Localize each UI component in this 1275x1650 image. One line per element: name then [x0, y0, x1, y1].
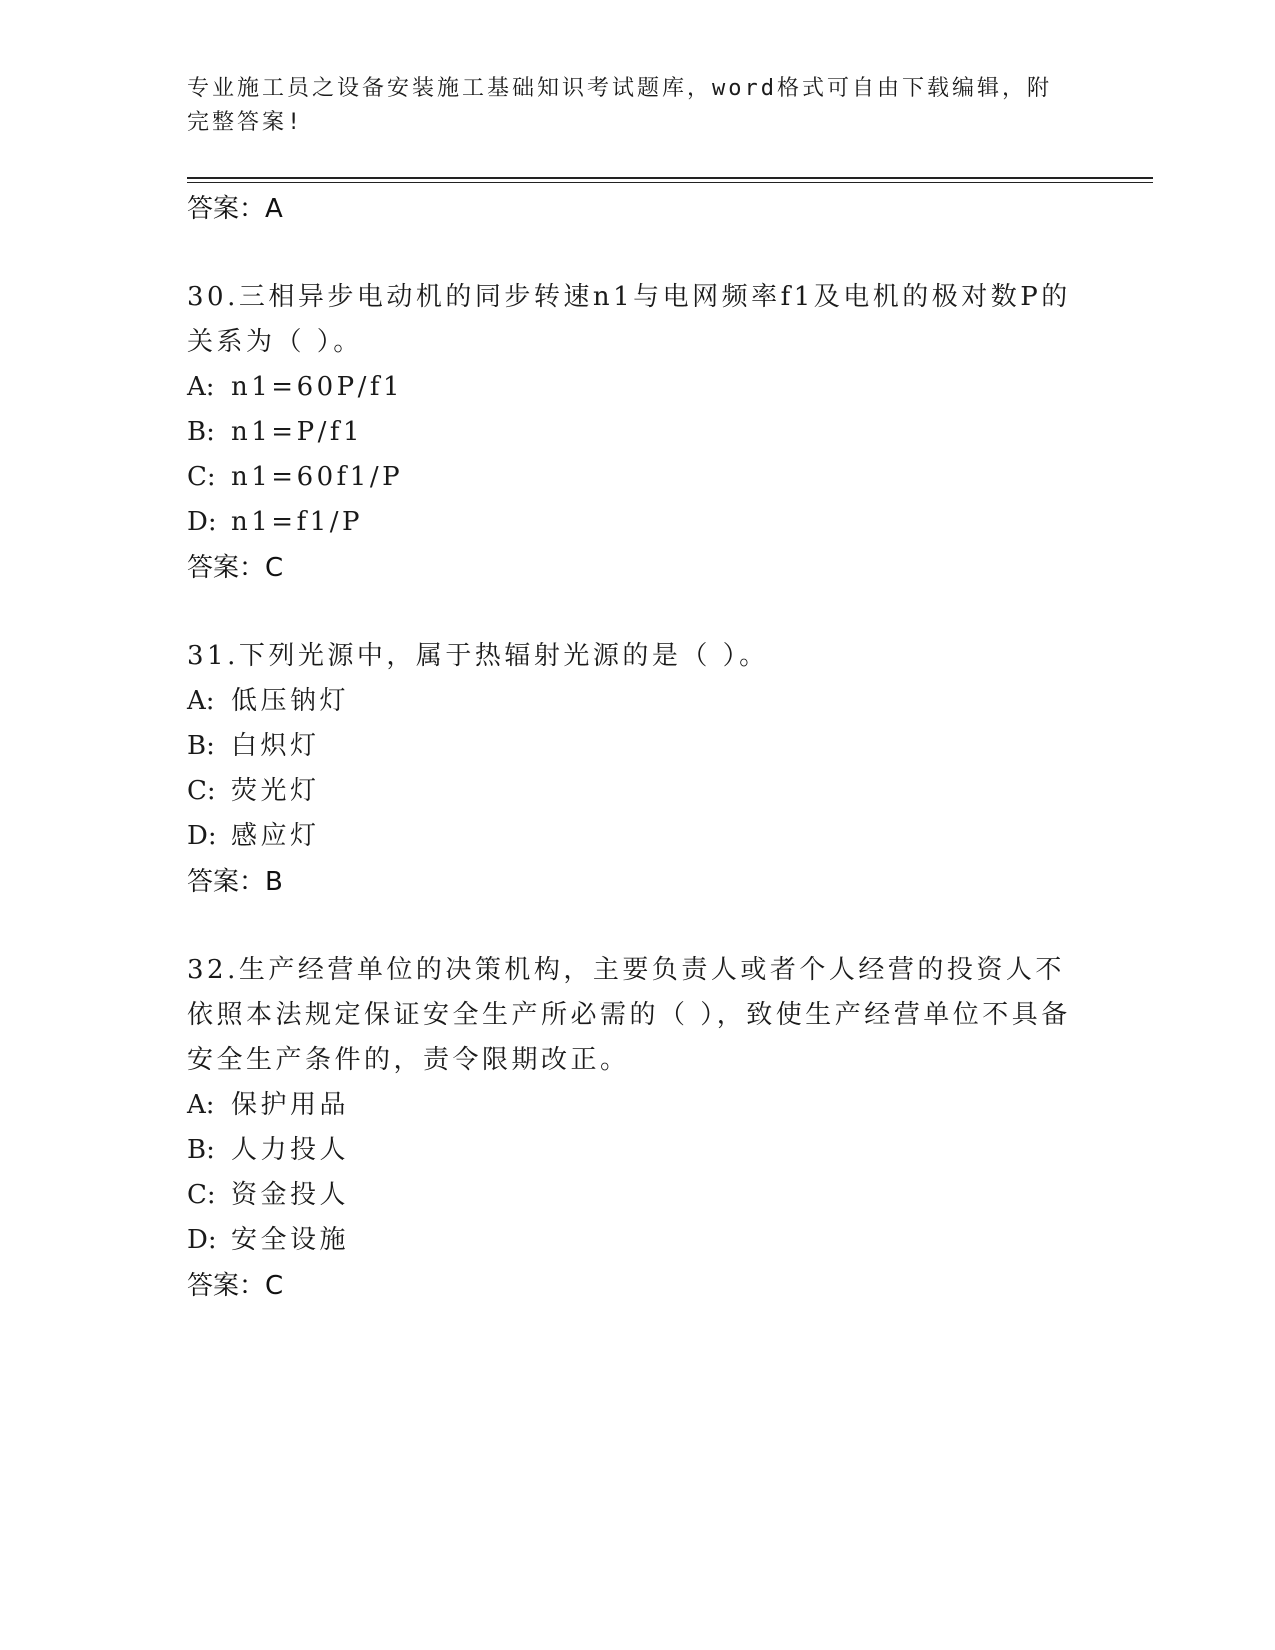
- question-text: 30.三相异步电动机的同步转速n1与电网频率f1及电机的极对数P的关系为（ ）。: [187, 282, 1071, 357]
- option-text: n1=60P/f1: [231, 372, 404, 402]
- option-letter: D:: [187, 821, 217, 851]
- answer-line: 答案：C: [187, 553, 284, 583]
- option-a: [187, 1083, 1087, 1128]
- option-text: 保护用品: [231, 1090, 350, 1120]
- previous-answer: 答案：A: [187, 194, 283, 224]
- question-text: 32.生产经营单位的决策机构，主要负责人或者个人经营的投资人不依照本法规定保证安全生产所必需的（ ），致使生产经营单位不具备安全生产条件的，责令限期改正。: [187, 955, 1071, 1075]
- option-d: [187, 1218, 1087, 1263]
- option-letter: D:: [187, 507, 217, 537]
- option-letter: A:: [187, 1090, 215, 1120]
- option-text: 荧光灯: [231, 776, 320, 806]
- option-text: n1=f1/P: [231, 507, 363, 537]
- header-divider-thin: [187, 182, 1153, 183]
- option-letter: C:: [187, 776, 216, 806]
- option-d: [187, 500, 1087, 545]
- answer-line: 答案：B: [187, 867, 283, 897]
- option-b: [187, 724, 1087, 769]
- option-letter: A:: [187, 372, 215, 402]
- answer-line: 答案：C: [187, 1271, 284, 1301]
- question-30: [187, 275, 1087, 591]
- option-text: 感应灯: [231, 821, 320, 851]
- question-32: [187, 948, 1087, 1309]
- option-letter: C:: [187, 462, 216, 492]
- question-31: [187, 634, 1087, 905]
- option-text: 白炽灯: [231, 731, 320, 761]
- option-text: 低压钠灯: [231, 686, 350, 716]
- option-b: [187, 410, 1087, 455]
- header-divider-thick: [187, 177, 1153, 179]
- option-a: [187, 679, 1087, 724]
- option-letter: B:: [187, 1135, 215, 1165]
- option-letter: B:: [187, 417, 215, 447]
- option-c: [187, 769, 1087, 814]
- option-text: n1=P/f1: [231, 417, 363, 447]
- question-list: [187, 186, 1087, 1309]
- option-letter: C:: [187, 1180, 216, 1210]
- option-letter: D:: [187, 1225, 217, 1255]
- option-text: 安全设施: [231, 1225, 350, 1255]
- option-c: [187, 1173, 1087, 1218]
- option-letter: A:: [187, 686, 215, 716]
- option-c: [187, 455, 1087, 500]
- document-header: 专业施工员之设备安装施工基础知识考试题库，word格式可自由下载编辑，附完整答案!: [187, 76, 1052, 135]
- question-text: 31.下列光源中，属于热辐射光源的是（ ）。: [187, 641, 769, 671]
- option-text: 人力投人: [231, 1135, 350, 1165]
- option-text: n1=60f1/P: [231, 462, 404, 492]
- option-letter: B:: [187, 731, 215, 761]
- option-text: 资金投人: [231, 1180, 350, 1210]
- option-a: [187, 365, 1087, 410]
- option-d: [187, 814, 1087, 859]
- option-b: [187, 1128, 1087, 1173]
